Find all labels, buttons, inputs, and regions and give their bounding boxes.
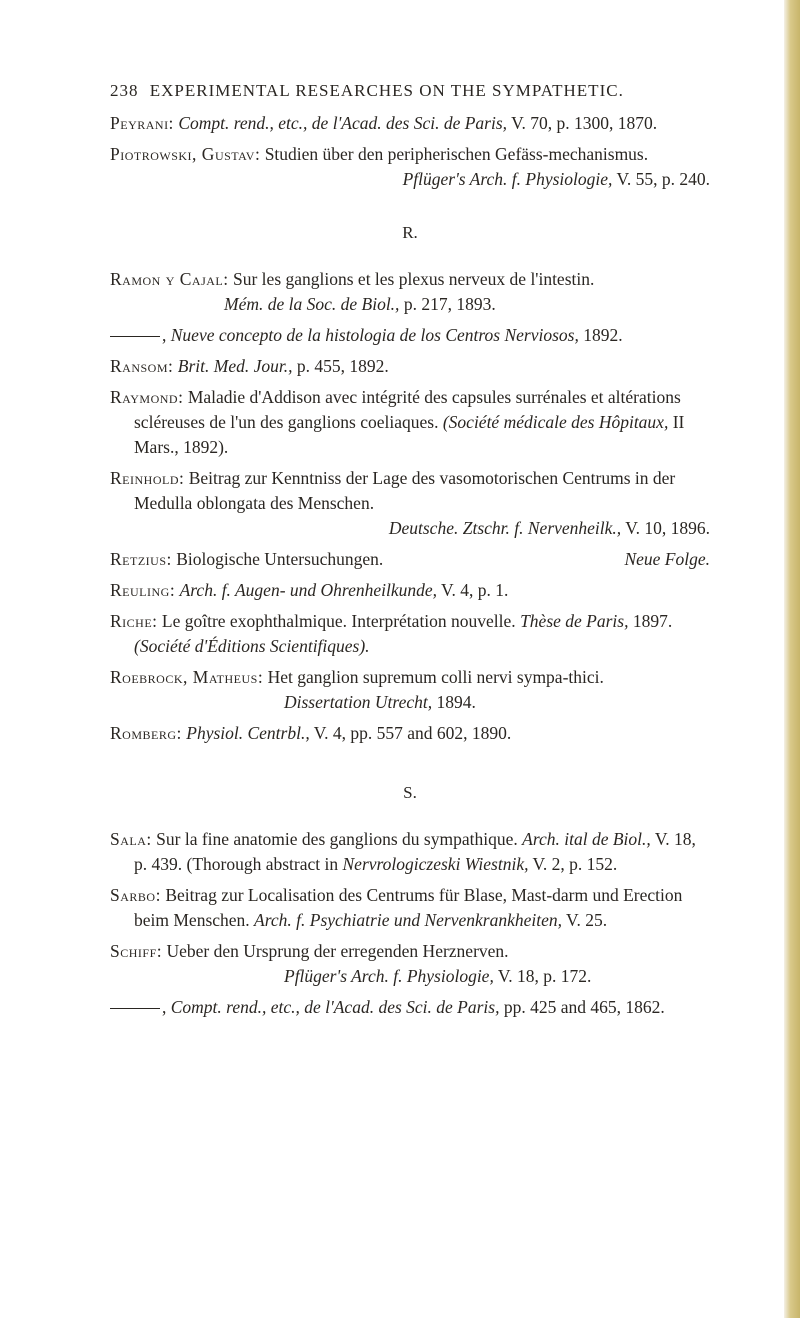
bib-entry-schiff <box>110 939 710 989</box>
bib-entry-sarbo <box>110 883 710 933</box>
entry-citation: Physiol. Centrbl., <box>186 723 310 743</box>
entry-year: 1897. <box>628 611 673 631</box>
entry-details: V. 70, p. 1300, 1870. <box>507 113 658 133</box>
section-letter-s: S. <box>403 783 417 802</box>
entry-details: V. 4, p. 1. <box>437 580 509 600</box>
entry-citation: Dissertation Utrecht, <box>284 692 433 712</box>
bib-entry-romberg <box>110 721 710 746</box>
entry-title: Beitrag zur Kenntniss der Lage des vasomotorischen Centrums in der Medulla oblongata des Menschen. <box>134 468 676 513</box>
entry-author: Riche: <box>110 611 158 631</box>
entry-citation: Deutsche. Ztschr. f. Nervenheilk., <box>388 518 622 538</box>
entry-details: II Mars., 1892). <box>134 412 685 457</box>
entry-author: Raymond: <box>110 387 184 407</box>
entry-publisher: (Société d'Éditions Scientifiques). <box>134 636 370 656</box>
entry-citation: Thèse de Paris, <box>520 611 629 631</box>
running-title: EXPERIMENTAL RESEARCHES ON THE SYMPATHETIC. <box>149 81 624 100</box>
entry-citation: Compt. rend., etc., de l'Acad. des Sci. de Paris, <box>170 997 500 1017</box>
entry-abstract-source: Nervrologiczeski Wiestnik, <box>342 854 529 874</box>
section-letter-r: R. <box>402 223 418 242</box>
entry-citation: Compt. rend., etc., de l'Acad. des Sci. de Paris, <box>178 113 508 133</box>
bib-entry-sala <box>110 827 710 877</box>
bib-entry-raymond <box>110 385 710 460</box>
entry-details: V. 25. <box>562 910 608 930</box>
entry-details: 1894. <box>432 692 476 712</box>
entry-title: Studien über den peripherischen Gefäss-mechanismus. <box>260 144 649 164</box>
bib-entry-ramon-y-cajal <box>110 267 710 317</box>
entry-citation: Nueve concepto de la histologia de los Centros Nerviosos, <box>170 325 579 345</box>
entry-author: Sala: <box>110 829 152 849</box>
bib-entry-ransom <box>110 354 710 379</box>
entry-details: 1892. <box>578 325 623 345</box>
entry-author: Roebrock, Matheus: <box>110 667 264 687</box>
bib-entry-retzius <box>110 547 710 572</box>
entry-citation: Pflüger's Arch. f. Physiologie, <box>402 169 613 189</box>
bib-entry-ramon-y-cajal-2: , Nueve concepto de la histologia de los Centros Nerviosos, 1892. <box>110 323 710 348</box>
entry-title: Le goître exophthalmique. Interprétation nouvelle. <box>157 611 516 631</box>
entry-citation: Arch. ital de Biol., <box>522 829 651 849</box>
entry-author: Ransom: <box>110 356 174 376</box>
ditto-dash <box>110 336 160 337</box>
bib-entry-peyrani <box>110 111 710 136</box>
bib-entry-reinhold <box>110 466 710 541</box>
entry-citation: Neue Folge. <box>624 549 710 569</box>
entry-details: V. 18, p. 172. <box>493 966 592 986</box>
entry-title: Sur les ganglions et les plexus nerveux de l'intestin. <box>228 269 595 289</box>
entry-author: Peyrani: <box>110 113 174 133</box>
entry-citation-line <box>134 516 710 541</box>
entry-title: Maladie d'Addison avec intégrité des capsules surrénales et altérations scléreuses de l'un des ganglions coeliaques. <box>134 387 681 432</box>
page-edge <box>784 0 800 1318</box>
entry-author: Reinhold: <box>110 468 185 488</box>
entry-details: V. 4, pp. 557 and 602, 1890. <box>309 723 512 743</box>
entry-citation: Brit. Med. Jour., <box>177 356 293 376</box>
entry-title: Biologische Untersuchungen. <box>171 549 384 569</box>
page-number: 238 <box>110 81 139 100</box>
entry-author: Romberg: <box>110 723 182 743</box>
entry-citation: Arch. f. Augen- und Ohrenheilkunde, <box>179 580 437 600</box>
entry-citation: Pflüger's Arch. f. Physiologie, <box>284 966 494 986</box>
entry-author: Piotrowski, Gustav: <box>110 144 261 164</box>
entry-author: Sarbo: <box>110 885 161 905</box>
entry-details: pp. 425 and 465, 1862. <box>499 997 665 1017</box>
ditto-dash <box>110 1008 160 1009</box>
entry-author: Schiff: <box>110 941 163 961</box>
running-head <box>110 78 710 103</box>
entry-title: Ueber den Ursprung der erregenden Herznerven. <box>162 941 509 961</box>
entry-citation: (Société médicale des Hôpitaux, <box>442 412 669 432</box>
entry-details: V. 55, p. 240. <box>612 169 710 189</box>
bib-entry-schiff-2: , Compt. rend., etc., de l'Acad. des Sci. de Paris, pp. 425 and 465, 1862. <box>110 995 710 1020</box>
entry-citation: Mém. de la Soc. de Biol., <box>224 294 400 314</box>
entry-details: p. 455, 1892. <box>292 356 389 376</box>
bib-entry-reuling <box>110 578 710 603</box>
entry-details: V. 10, 1896. <box>621 518 710 538</box>
entry-details: p. 217, 1893. <box>399 294 496 314</box>
bib-entry-piotrowski <box>110 142 710 192</box>
page-content <box>110 78 710 1026</box>
bib-entry-roebrock <box>110 665 710 715</box>
entry-citation: Arch. f. Psychiatrie und Nervenkrankheiten, <box>254 910 562 930</box>
entry-title: Het ganglion supremum colli nervi sympa-thici. <box>263 667 604 687</box>
entry-citation-line <box>134 167 710 192</box>
entry-author: Retzius: <box>110 549 172 569</box>
entry-details: V. 18, p. 439. (Thorough abstract in <box>134 829 696 874</box>
entry-title: Sur la fine anatomie des ganglions du sympathique. <box>151 829 518 849</box>
bib-entry-riche <box>110 609 710 659</box>
entry-author: Ramon y Cajal: <box>110 269 229 289</box>
entry-abstract-details: V. 2, p. 152. <box>528 854 618 874</box>
entry-author: Reuling: <box>110 580 176 600</box>
entry-title: Beitrag zur Localisation des Centrums für Blase, Mast-darm und Erection beim Menschen. <box>134 885 683 930</box>
